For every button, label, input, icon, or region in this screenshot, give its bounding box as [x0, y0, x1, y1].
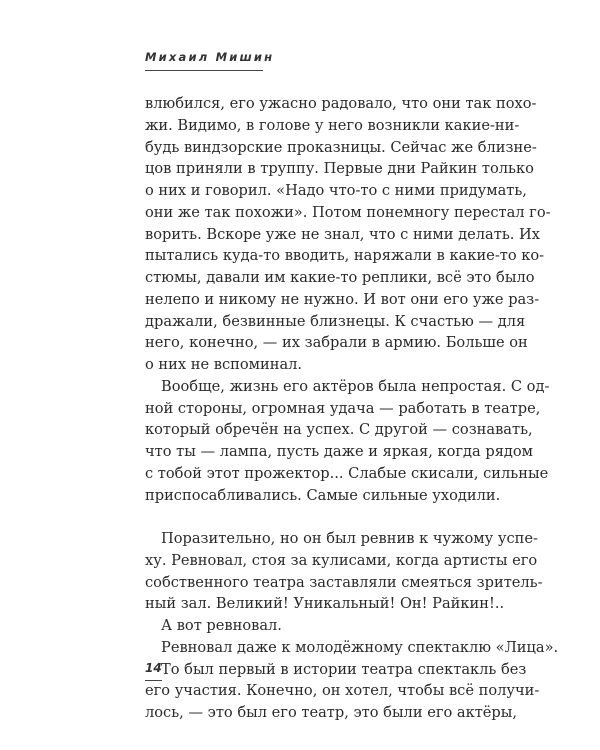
paragraph-gap	[145, 506, 491, 528]
text-line: будь виндзорские проказницы. Сейчас же близне-	[145, 138, 537, 156]
text-line: что ты — лампа, пусть даже и яркая, когда рядом	[145, 443, 534, 460]
text-line: Ревновал даже к молодёжному спектаклю «Лица».	[161, 638, 559, 656]
running-head: Михаил Мишин	[145, 50, 275, 64]
page-number-rule	[145, 680, 162, 681]
text-line: ной стороны, огромная удача — работать в театре,	[145, 399, 541, 417]
text-line: А вот ревновал.	[161, 617, 282, 634]
text-line: ворить. Вскоре уже не знал, что с ними делать. Их	[145, 225, 540, 243]
paragraph	[145, 376, 550, 507]
text-line: о них не вспоминал.	[145, 356, 303, 373]
body-text	[145, 93, 559, 724]
text-line: Вообще, жизнь его актёров была непростая. С од-	[161, 377, 550, 395]
text-line: который обречён на успех. С другой — сознавать,	[145, 421, 533, 439]
text-line: его участия. Конечно, он хотел, чтобы всё получи-	[145, 682, 540, 700]
header-rule	[145, 70, 263, 71]
paragraph	[145, 528, 543, 615]
text-line: они же так похожи». Потом понемногу перестал го-	[145, 203, 551, 221]
text-line: стюмы, давали им какие-то реплики, всё это было	[145, 269, 535, 286]
text-line: пытались куда-то вводить, наряжали в какие-то ко-	[145, 247, 545, 265]
text-line: Поразительно, но он был ревнив к чужому успе-	[161, 530, 538, 547]
text-line: лось, — это был его театр, это были его актёры,	[145, 704, 518, 721]
text-line: жи. Видимо, в голове у него возникли какие-ни-	[145, 116, 520, 134]
text-line: него, конечно, — их забрали в армию. Больше он	[145, 334, 528, 352]
text-line: влюбился, его ужасно радовало, что они так похо-	[145, 95, 537, 112]
text-line: о них и говорил. «Надо что-то с ними придумать,	[145, 182, 527, 199]
text-line: нелепо и никому не нужно. И вот они его уже раз-	[145, 290, 540, 308]
paragraph	[145, 93, 551, 376]
text-line: ный зал. Великий! Уникальный! Он! Райкин!..	[145, 595, 505, 613]
text-line: с тобой этот прожектор... Слабые скисали, сильные	[145, 464, 549, 482]
page-number: 14	[145, 661, 162, 675]
paragraph	[145, 637, 559, 659]
text-line: дражали, безвинные близнецы. К счастью — для	[145, 312, 526, 330]
text-line: приспосабливались. Самые сильные уходили.	[145, 486, 501, 504]
paragraph	[145, 659, 540, 724]
text-line: ху. Ревновал, стоя за кулисами, когда артисты его	[145, 551, 538, 569]
text-line: То был первый в истории театра спектакль без	[161, 660, 527, 678]
text-line: цов приняли в труппу. Первые дни Райкин только	[145, 160, 534, 178]
text-line: собственного театра заставляли смеяться зритель-	[145, 573, 543, 591]
paragraph	[145, 615, 491, 637]
